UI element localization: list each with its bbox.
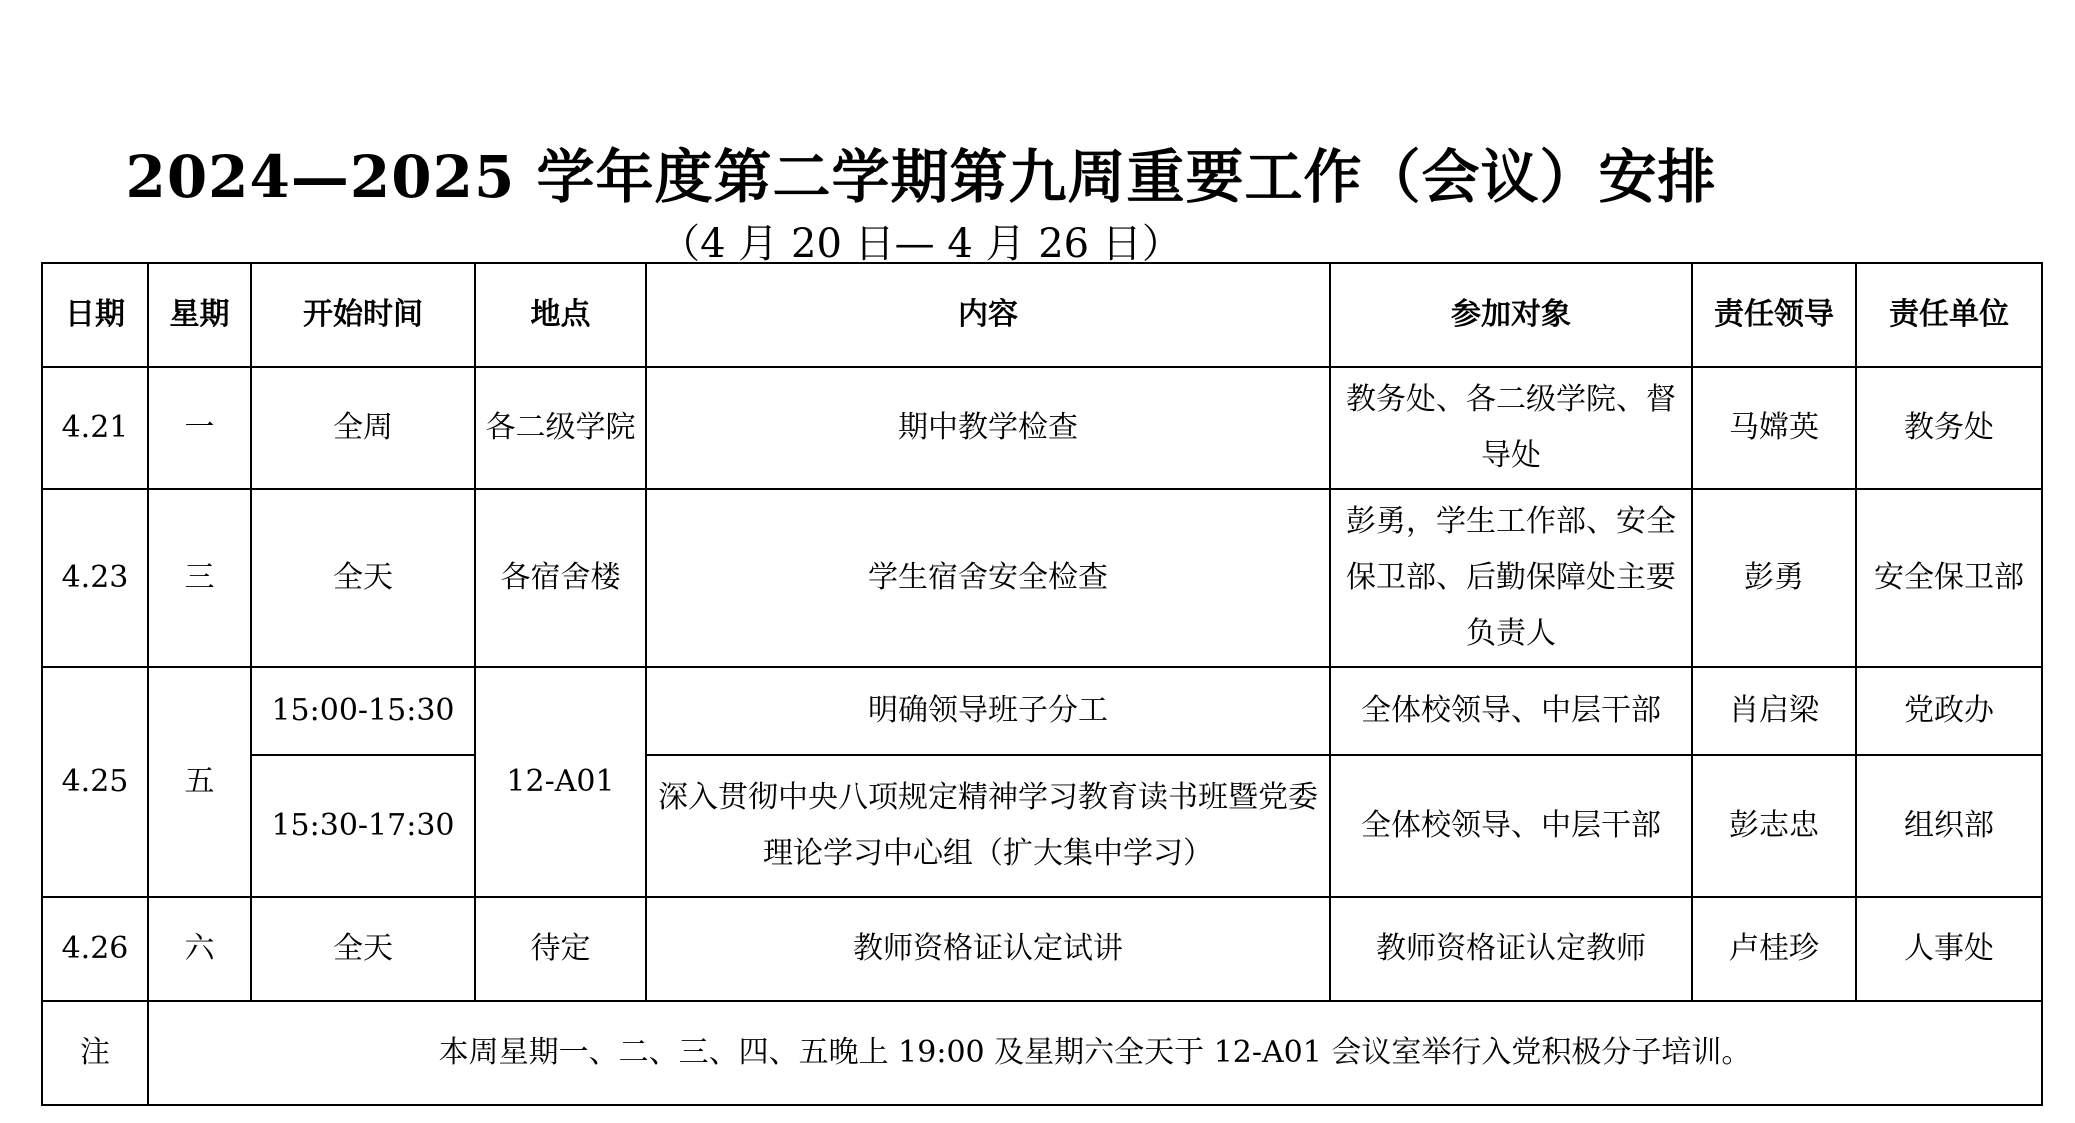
note-text: 本周星期一、二、三、四、五晚上 19:00 及星期六全天于 12-A01 会议室举行入党积极分子培训。 (148, 1001, 2042, 1105)
header-start-time: 开始时间 (251, 263, 475, 367)
header-leader: 责任领导 (1692, 263, 1856, 367)
cell-date: 4.25 (42, 667, 148, 897)
cell-unit: 教务处 (1856, 367, 2042, 489)
header-row (42, 263, 2042, 367)
cell-participants: 全体校领导、中层干部 (1330, 667, 1692, 755)
cell-weekday: 一 (148, 367, 251, 489)
header-content: 内容 (646, 263, 1330, 367)
document-title: 2024—2025 学年度第二学期第九周重要工作（会议）安排 (125, 143, 1717, 211)
cell-content: 深入贯彻中央八项规定精神学习教育读书班暨党委理论学习中心组（扩大集中学习） (646, 755, 1330, 897)
cell-start-time: 15:00-15:30 (251, 667, 475, 755)
cell-unit: 党政办 (1856, 667, 2042, 755)
cell-content: 学生宿舍安全检查 (646, 489, 1330, 667)
cell-date: 4.26 (42, 897, 148, 1001)
cell-start-time: 全天 (251, 489, 475, 667)
table-row (42, 897, 2042, 1001)
cell-date: 4.23 (42, 489, 148, 667)
note-label: 注 (42, 1001, 148, 1105)
cell-weekday: 六 (148, 897, 251, 1001)
cell-location: 各宿舍楼 (475, 489, 646, 667)
table-row (42, 489, 2042, 667)
cell-leader: 马嫦英 (1692, 367, 1856, 489)
header-unit: 责任单位 (1856, 263, 2042, 367)
cell-participants: 教务处、各二级学院、督导处 (1330, 367, 1692, 489)
table-row (42, 367, 2042, 489)
table-row (42, 755, 2042, 897)
header-location: 地点 (475, 263, 646, 367)
date-range-subtitle: （4 月 20 日— 4 月 26 日） (660, 221, 1182, 267)
header-date: 日期 (42, 263, 148, 367)
header-weekday: 星期 (148, 263, 251, 367)
cell-start-time: 15:30-17:30 (251, 755, 475, 897)
cell-unit: 人事处 (1856, 897, 2042, 1001)
cell-leader: 彭志忠 (1692, 755, 1856, 897)
cell-content: 教师资格证认定试讲 (646, 897, 1330, 1001)
cell-location: 12-A01 (475, 667, 646, 897)
cell-start-time: 全天 (251, 897, 475, 1001)
cell-content: 明确领导班子分工 (646, 667, 1330, 755)
cell-participants: 教师资格证认定教师 (1330, 897, 1692, 1001)
header-participants: 参加对象 (1330, 263, 1692, 367)
cell-location: 待定 (475, 897, 646, 1001)
cell-weekday: 五 (148, 667, 251, 897)
note-row (42, 1001, 2042, 1105)
schedule-table (41, 262, 2043, 1106)
table-row (42, 667, 2042, 755)
cell-weekday: 三 (148, 489, 251, 667)
cell-participants: 全体校领导、中层干部 (1330, 755, 1692, 897)
cell-date: 4.21 (42, 367, 148, 489)
cell-start-time: 全周 (251, 367, 475, 489)
cell-participants: 彭勇，学生工作部、安全保卫部、后勤保障处主要负责人 (1330, 489, 1692, 667)
cell-leader: 卢桂珍 (1692, 897, 1856, 1001)
cell-unit: 组织部 (1856, 755, 2042, 897)
cell-location: 各二级学院 (475, 367, 646, 489)
cell-leader: 彭勇 (1692, 489, 1856, 667)
cell-content: 期中教学检查 (646, 367, 1330, 489)
cell-leader: 肖启梁 (1692, 667, 1856, 755)
cell-unit: 安全保卫部 (1856, 489, 2042, 667)
